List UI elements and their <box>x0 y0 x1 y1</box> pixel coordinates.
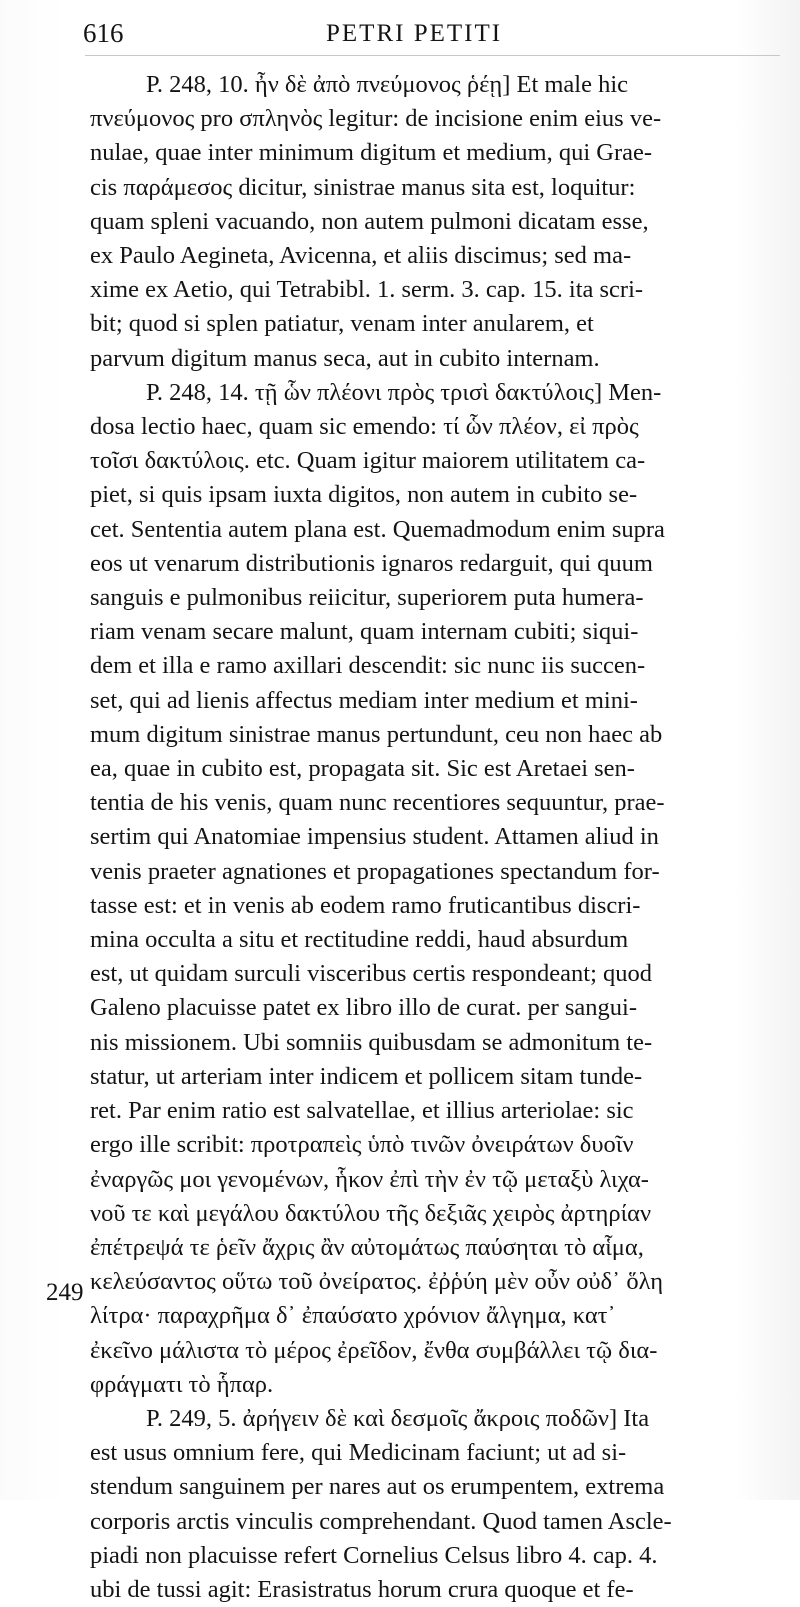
text-line: bit; quod si splen patiatur, venam inter anularem, et <box>90 310 594 338</box>
text-line: est usus omnium fere, qui Medicinam faciunt; ut ad si- <box>90 1439 627 1467</box>
header-rule <box>85 55 780 56</box>
text-line: piadi non placuisse refert Cornelius Celsus libro 4. cap. 4. <box>90 1541 658 1569</box>
text-line: quam spleni vacuando, non autem pulmoni dicatam esse, <box>90 207 649 235</box>
text-line: P. 248, 10. ἦν δὲ ἀπὸ πνεύμονος ῥέῃ] Et male hic <box>146 71 629 98</box>
text-line: Galeno placuisse patet ex libro illo de curat. per sangui- <box>90 994 637 1022</box>
text-line: ea, quae in cubito est, propagata sit. Sic est Aretaei sen- <box>90 755 635 783</box>
text-line: ex Paulo Aegineta, Avicenna, et aliis discimus; sed ma- <box>90 242 632 270</box>
text-line: piet, si quis ipsam iuxta digitos, non autem in cubito se- <box>90 481 638 509</box>
text-line: stendum sanguinem per nares aut os erumpentem, extrema <box>90 1473 665 1501</box>
text-line: sanguis e pulmonibus reiicitur, superiorem puta humera- <box>90 584 644 612</box>
text-line: dem et illa e ramo axillari descendit: sic nunc iis succen- <box>90 652 646 680</box>
body-text <box>90 68 780 1607</box>
text-line: τοῖσι δακτύλοις. etc. Quam igitur maiorem utilitatem ca- <box>90 447 646 475</box>
text-line: sertim qui Anatomiae impensius student. Attamen aliud in <box>90 823 659 851</box>
text-line: ἐπέτρεψά τε ῥεῖν ἄχρις ἂν αὐτομάτως παύσηται τὸ αἷμα, <box>90 1233 644 1261</box>
text-line: ret. Par enim ratio est salvatellae, et illius arteriolae: sic <box>90 1097 634 1125</box>
text-line: λίτρα· παραχρῆμα δ᾽ ἐπαύσατο χρόνιον ἄλγημα, κατ᾽ <box>90 1302 616 1330</box>
text-line: est, ut quidam surculi visceribus certis respondeant; quod <box>90 960 653 988</box>
text-line: ergo ille scribit: προτραπεὶς ὑπὸ τινῶν ὀνειράτων δυοῖν <box>90 1131 634 1159</box>
text-line: eos ut venarum distributionis ignaros redarguit, qui quum <box>90 549 653 577</box>
text-line: nis missionem. Ubi somniis quibusdam se admonitum te- <box>90 1028 653 1056</box>
page-number: 616 <box>83 18 124 48</box>
paragraph-3 <box>90 1402 780 1607</box>
text-line: mum digitum sinistrae manus pertundunt, ceu non haec ab <box>90 720 663 748</box>
text-line: ἐκεῖνο μάλιστα τὸ μέρος ἐρεῖδον, ἔνθα συμβάλλει τῷ δια- <box>90 1336 658 1364</box>
text-line: parvum digitum manus seca, aut in cubito internam. <box>90 344 600 372</box>
text-line: πνεύμονος pro σπληνὸς legitur: de incisione enim eius ve- <box>90 105 662 133</box>
text-line: P. 248, 14. τῇ ὧν πλέονι πρὸς τρισὶ δακτύλοις] Men- <box>146 378 662 406</box>
text-line: mina occulta a situ et rectitudine reddi, haud absurdum <box>90 926 629 954</box>
text-line: riam venam secare malunt, quam internam cubiti; siqui- <box>90 618 639 646</box>
text-line: statur, ut arteriam inter indicem et pollicem sitam tunde- <box>90 1062 643 1090</box>
paragraph-1 <box>90 68 780 376</box>
text-line: ἐναργῶς μοι γενομένων, ἧκον ἐπὶ τὴν ἐν τῷ μεταξὺ λιχα- <box>90 1165 649 1193</box>
text-line: cet. Sententia autem plana est. Quemadmodum enim supra <box>90 515 665 543</box>
text-line: κελεύσαντος οὕτω τοῦ ὀνείρατος. ἐῤῥύη μὲν οὖν οὐδ᾽ ὅλη <box>90 1268 664 1296</box>
text-line: dosa lectio haec, quam sic emendo: τί ὧν πλέον, εἰ πρὸς <box>90 413 639 441</box>
text-line: tentia de his venis, quam nunc recentiores sequuntur, prae- <box>90 789 665 817</box>
text-line: cis παράμεσος dicitur, sinistrae manus sita est, loquitur: <box>90 173 636 201</box>
text-line: set, qui ad lienis affectus mediam inter medium et mini- <box>90 686 638 714</box>
margin-page-reference: 249 <box>46 1279 84 1306</box>
text-line: ubi de tussi agit: Erasistratus horum crura quoque et fe- <box>90 1575 634 1603</box>
text-line: νοῦ τε καὶ μεγάλου δακτύλου τῆς δεξιᾶς χειρὸς ἀρτηρίαν <box>90 1199 652 1227</box>
text-line: nulae, quae inter minimum digitum et medium, qui Grae- <box>90 139 653 167</box>
text-line: φράγματι τὸ ἧπαρ. <box>90 1370 274 1398</box>
text-line: venis praeter agnationes et propagationes spectandum for- <box>90 857 660 885</box>
text-line: corporis arctis vinculis comprehendant. Quod tamen Ascle- <box>90 1507 672 1535</box>
text-line: xime ex Aetio, qui Tetrabibl. 1. serm. 3. cap. 15. ita scri- <box>90 276 644 304</box>
text-line: P. 249, 5. ἀρήγειν δὲ καὶ δεσμοῖς ἄκροις ποδῶν] Ita <box>146 1404 650 1432</box>
text-line: tasse est: et in venis ab eodem ramo fruticantibus discri- <box>90 891 641 919</box>
paragraph-2 <box>90 376 780 1402</box>
running-head: PETRI PETITI <box>326 20 503 47</box>
